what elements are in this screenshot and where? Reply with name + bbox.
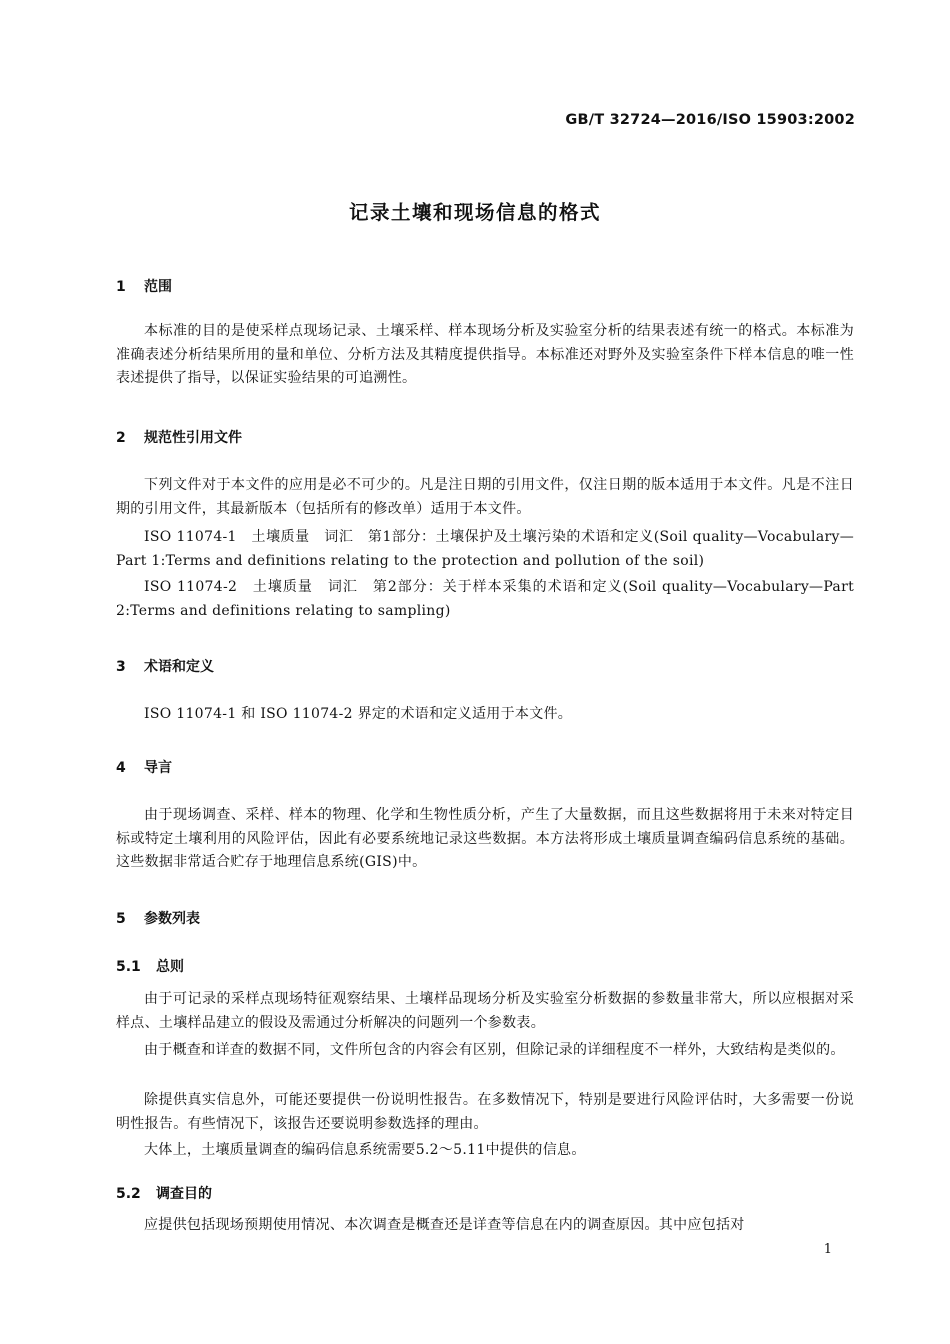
section-title: 规范性引用文件 xyxy=(144,430,242,446)
subsection-heading-5-2 xyxy=(116,1183,212,1203)
section-heading-2 xyxy=(116,427,242,447)
standard-code: GB/T 32724—2016/ISO 15903:2002 xyxy=(565,112,855,128)
section-number: 4 xyxy=(116,760,126,776)
terms-paragraph: ISO 11074-1 和 ISO 11074-2 界定的术语和定义适用于本文件。 xyxy=(144,706,573,722)
page-number: 1 xyxy=(823,1242,832,1257)
section-heading-4 xyxy=(116,757,172,777)
section-title: 范围 xyxy=(144,279,172,295)
introduction-paragraph: 由于现场调查、采样、样本的物理、化学和生物性质分析，产生了大量数据，而且这些数据将用于未来对特定目标或特定土壤利用的风险评估，因此有必要系统地记录这些数据。本方法将形成土壤质量调查编码信息系统的基础。这些数据非常适合贮存于地理信息系统(GIS)中。 xyxy=(116,807,854,870)
general-paragraph-4: 大体上，土壤质量调查的编码信息系统需要5.2～5.11中提供的信息。 xyxy=(144,1142,586,1158)
subsection-heading-5-1 xyxy=(116,956,184,976)
general-paragraph-3: 除提供真实信息外，可能还要提供一份说明性报告。在多数情况下，特别是要进行风险评估时，大多需要一份说明性报告。有些情况下，该报告还要说明参数选择的理由。 xyxy=(116,1092,854,1132)
scope-paragraph: 本标准的目的是使采样点现场记录、土壤采样、样本现场分析及实验室分析的结果表述有统一的格式。本标准为准确表述分析结果所用的量和单位、分析方法及其精度提供指导。本标准还对野外及实验室条件下样本信息的唯一性表述提供了指导，以保证实验结果的可追溯性。 xyxy=(116,323,854,386)
section-title: 导言 xyxy=(144,760,172,776)
section-number: 5.2 xyxy=(116,1186,141,1202)
general-paragraph-1: 由于可记录的采样点现场特征观察结果、土壤样品现场分析及实验室分析数据的参数量非常大，所以应根据对采样点、土壤样品建立的假设及需通过分析解决的问题列一个参数表。 xyxy=(116,991,854,1031)
document-title: 记录土壤和现场信息的格式 xyxy=(348,201,601,224)
section-title: 总则 xyxy=(156,959,184,975)
survey-purpose-paragraph: 应提供包括现场预期使用情况、本次调查是概查还是详查等信息在内的调查原因。其中应包括对 xyxy=(144,1217,745,1233)
section-number: 1 xyxy=(116,279,126,295)
section-heading-5 xyxy=(116,908,200,928)
section-title: 术语和定义 xyxy=(144,659,214,675)
section-number: 5.1 xyxy=(116,959,141,975)
reference-iso-11074-1: ISO 11074-1 土壤质量 词汇 第1部分：土壤保护及土壤污染的术语和定义(Soil quality—Vocabulary—Part 1:Terms and definitions relating to the protection and pollution of the soil) xyxy=(116,529,854,569)
section-heading-3 xyxy=(116,656,214,676)
section-number: 3 xyxy=(116,659,126,675)
section-title: 调查目的 xyxy=(156,1186,212,1202)
section-number: 2 xyxy=(116,430,126,446)
section-heading-1 xyxy=(116,276,172,296)
normative-intro-paragraph: 下列文件对于本文件的应用是必不可少的。凡是注日期的引用文件，仅注日期的版本适用于本文件。凡是不注日期的引用文件，其最新版本（包括所有的修改单）适用于本文件。 xyxy=(116,477,854,517)
section-title: 参数列表 xyxy=(144,911,200,927)
general-paragraph-2: 由于概查和详查的数据不同，文件所包含的内容会有区别，但除记录的详细程度不一样外，大致结构是类似的。 xyxy=(144,1042,845,1058)
section-number: 5 xyxy=(116,911,126,927)
reference-iso-11074-2: ISO 11074-2 土壤质量 词汇 第2部分：关于样本采集的术语和定义(Soil quality—Vocabulary—Part 2:Terms and definitions relating to sampling) xyxy=(116,579,854,619)
